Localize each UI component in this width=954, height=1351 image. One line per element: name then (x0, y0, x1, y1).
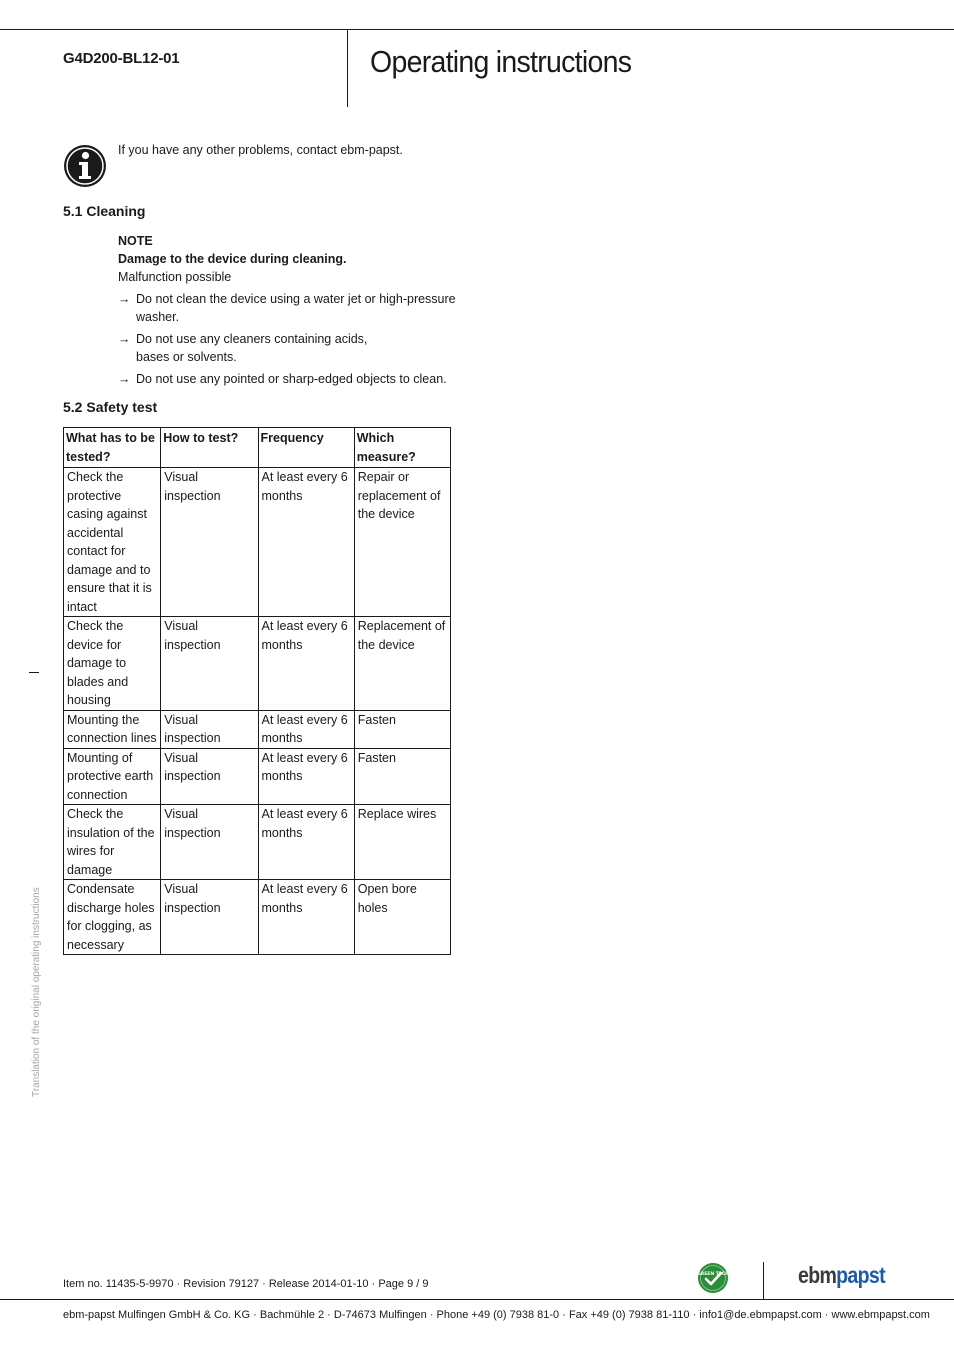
note-item-line: bases or solvents. (136, 350, 237, 364)
page-title: Operating instructions (370, 44, 632, 79)
note-item-line: Do not use any cleaners containing acids, (136, 332, 368, 346)
info-text: If you have any other problems, contact ebm-papst. (118, 143, 403, 157)
note-item-line: washer. (136, 310, 180, 324)
table-cell: At least every 6 months (258, 805, 354, 880)
footer-rule (0, 1299, 954, 1300)
note-subtitle: Malfunction possible (118, 270, 232, 284)
green-tech-logo (697, 1262, 729, 1294)
note-item-line: Do not clean the device using a water jet or high-pressure (136, 292, 456, 306)
cleaning-note (118, 232, 458, 388)
margin-mark (29, 672, 39, 673)
column-header: Frequency (258, 428, 354, 468)
table-row (64, 468, 451, 617)
safety-heading: 5.2 Safety test (63, 399, 158, 415)
cleaning-heading: 5.1 Cleaning (63, 203, 146, 219)
note-item (118, 330, 458, 366)
column-header: What has to be tested? (64, 428, 161, 468)
table-cell: At least every 6 months (258, 617, 354, 711)
table-cell: Check the protective casing against accidental contact for damage and to ensure that it is intact (64, 468, 161, 617)
table-cell: Visual inspection (161, 880, 258, 955)
table-cell: Visual inspection (161, 468, 258, 617)
note-label: NOTE (118, 234, 153, 248)
table-cell: At least every 6 months (258, 880, 354, 955)
safety-test-table (63, 427, 451, 955)
table-cell: Mounting of protective earth connection (64, 748, 161, 805)
note-item (118, 370, 458, 388)
model-number: G4D200-BL12-01 (63, 50, 180, 67)
column-header: How to test? (161, 428, 258, 468)
table-cell: Visual inspection (161, 617, 258, 711)
table-row (64, 748, 451, 805)
note-item-line: Do not use any pointed or sharp-edged objects to clean. (136, 372, 447, 386)
table-cell: Check the insulation of the wires for damage (64, 805, 161, 880)
table-cell: Visual inspection (161, 710, 258, 748)
table-cell: Visual inspection (161, 748, 258, 805)
table-cell: At least every 6 months (258, 748, 354, 805)
table-cell: At least every 6 months (258, 468, 354, 617)
table-cell: Fasten (354, 710, 450, 748)
table-row (64, 880, 451, 955)
table-cell: Mounting the connection lines (64, 710, 161, 748)
note-item (118, 290, 458, 326)
footer-divider (763, 1262, 764, 1300)
table-row (64, 617, 451, 711)
table-row (64, 805, 451, 880)
table-cell: Replacement of the device (354, 617, 450, 711)
table-cell: Visual inspection (161, 805, 258, 880)
green-tech-logo-text: GREEN TECH (697, 1272, 729, 1277)
ebmpapst-logo (798, 1262, 885, 1289)
arrow-icon: → (118, 372, 131, 386)
table-cell: Open bore holes (354, 880, 450, 955)
table-cell: Fasten (354, 748, 450, 805)
logo-ebm: ebm (798, 1262, 837, 1288)
arrow-icon: → (118, 332, 131, 346)
arrow-icon: → (118, 292, 131, 306)
header-divider (347, 29, 348, 107)
info-icon (63, 144, 107, 188)
table-row (64, 710, 451, 748)
header-top-rule (0, 29, 954, 30)
footer-company-line: ebm-papst Mulfingen GmbH & Co. KG · Bachmühle 2 · D-74673 Mulfingen · Phone +49 (0) 7938 81-0 · Fax +49 (0) 7938 81-110 · info1@de.ebmpapst.com · www.ebmpapst.com (63, 1309, 930, 1321)
note-title: Damage to the device during cleaning. (118, 252, 347, 266)
logo-papst: papst (836, 1262, 885, 1288)
table-header-row (64, 428, 451, 468)
table-cell: At least every 6 months (258, 710, 354, 748)
table-cell: Repair or replacement of the device (354, 468, 450, 617)
table-cell: Replace wires (354, 805, 450, 880)
column-header: Which measure? (354, 428, 450, 468)
table-cell: Check the device for damage to blades and housing (64, 617, 161, 711)
footer-item-line: Item no. 11435-5-9970 · Revision 79127 · Release 2014-01-10 · Page 9 / 9 (63, 1278, 429, 1290)
table-cell: Condensate discharge holes for clogging, as necessary (64, 880, 161, 955)
translation-note: Translation of the original operating instructions (31, 887, 42, 1097)
